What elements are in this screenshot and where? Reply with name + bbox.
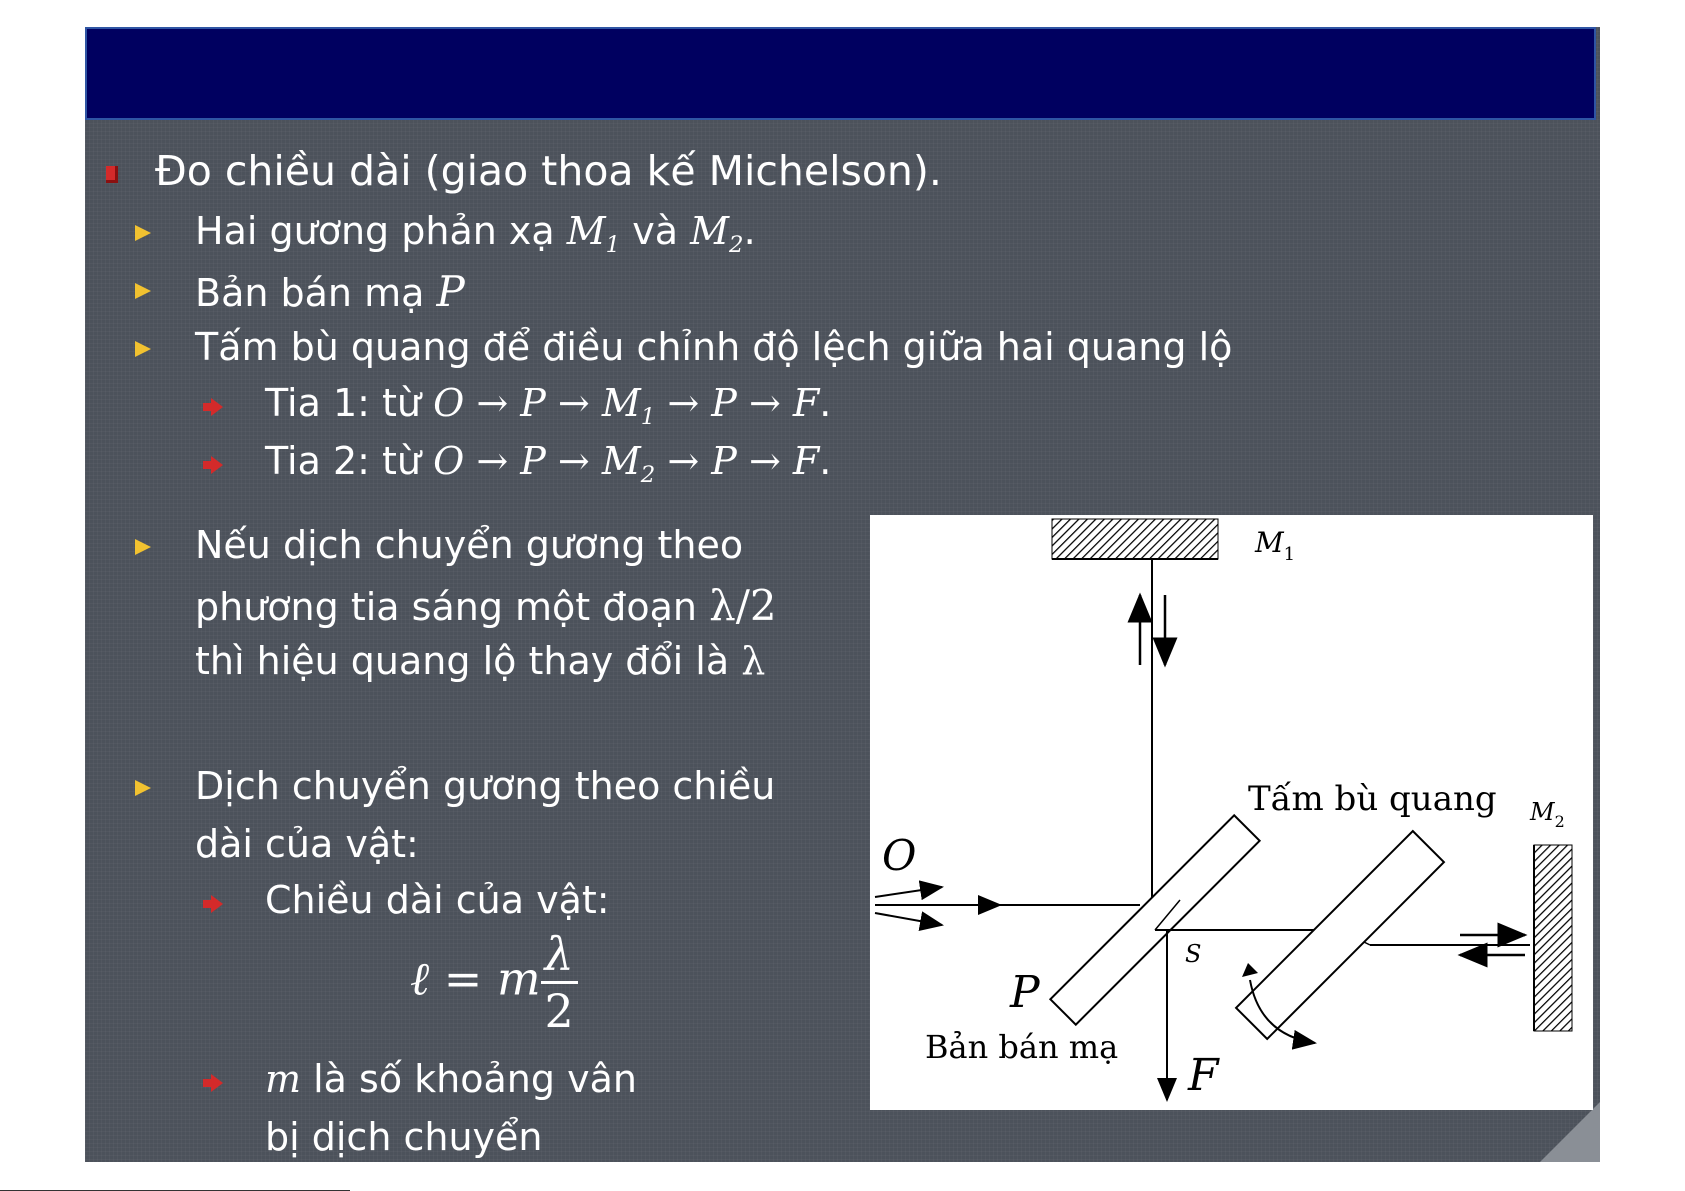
move-sub-1: Chiều dài của vật: [265, 878, 610, 922]
math-m1: $M_1$ [566, 209, 621, 258]
math-p: P [436, 267, 465, 316]
ray-1-path: $O \to P \to M_1 \to P \to F$ [433, 381, 820, 430]
arrow-bullet-icon [135, 283, 151, 299]
title-bar [85, 27, 1596, 120]
red-arrow-bullet-icon [203, 894, 223, 914]
compensator-plate [1236, 831, 1444, 1039]
label-splitter: Bản bán mạ [925, 1028, 1119, 1066]
math-lambda: λ [741, 639, 766, 683]
label-m1: $M_1$ [1255, 526, 1296, 565]
label-f: F [1188, 1050, 1219, 1101]
item-mirrors-text-c: . [743, 209, 756, 253]
shift-line-1: Nếu dịch chuyển gương theo [195, 523, 744, 567]
red-arrow-bullet-icon [203, 1073, 223, 1093]
move-line-2: dài của vật: [195, 822, 419, 866]
arrow-bullet-icon [135, 225, 151, 241]
square-bullet-icon [106, 166, 118, 183]
mirror-m1 [1052, 519, 1218, 559]
ray-2-path: $O \to P \to M_2 \to P \to F$ [433, 439, 820, 488]
ray-1-label: Tia 1: từ [265, 381, 434, 425]
ray-1: Tia 1: từ $O \to P \to M_1 \to P \to F$. [265, 381, 832, 430]
label-m2: $M_2$ [1530, 798, 1565, 831]
label-o: O [882, 831, 917, 880]
label-compensator: Tấm bù quang [1248, 779, 1497, 819]
move-sub-2 [265, 1057, 637, 1101]
red-arrow-bullet-icon [203, 455, 223, 475]
item-mirrors-text-b: và [620, 209, 691, 253]
ray-2-label: Tia 2: từ [265, 439, 434, 483]
shift-line-2-text: phương tia sáng một đoạn [195, 585, 710, 629]
move-sub-2-text: là số khoảng vân [301, 1057, 637, 1101]
arrow-bullet-icon [135, 539, 151, 555]
item-beam-splitter-text: Bản bán mạ [195, 271, 437, 315]
red-arrow-bullet-icon [203, 397, 223, 417]
move-line-1: Dịch chuyển gương theo chiều [195, 764, 776, 808]
michelson-diagram [870, 515, 1593, 1110]
ray-2: Tia 2: từ $O \to P \to M_2 \to P \to F$. [265, 439, 832, 488]
shift-line-3 [195, 639, 765, 683]
label-s: S [1185, 940, 1202, 968]
item-compensator: Tấm bù quang để điều chỉnh độ lệch giữa hai quang lộ [195, 325, 1233, 369]
item-beam-splitter [195, 267, 465, 316]
slide-corner-decoration [1540, 1102, 1600, 1162]
math-m2: $M_2$ [690, 209, 744, 258]
shift-line-3-text: thì hiệu quang lộ thay đổi là [195, 639, 742, 683]
math-lambda-half: λ/2 [709, 581, 777, 630]
mirror-m2 [1534, 845, 1572, 1031]
math-m: m [265, 1057, 302, 1101]
arrow-bullet-icon [135, 341, 151, 357]
shift-line-2 [195, 581, 777, 630]
item-mirrors-text-a: Hai gương phản xạ [195, 209, 567, 253]
label-p: P [1010, 967, 1040, 1018]
beam-splitter [1050, 815, 1259, 1024]
move-sub-2-cont: bị dịch chuyển [265, 1115, 543, 1159]
arrow-bullet-icon [135, 780, 151, 796]
formula-length: ℓ = m $\frac{\lambda}{2}$ [410, 927, 578, 1038]
heading: Đo chiều dài (giao thoa kế Michelson). [155, 147, 942, 195]
item-mirrors [195, 209, 756, 258]
